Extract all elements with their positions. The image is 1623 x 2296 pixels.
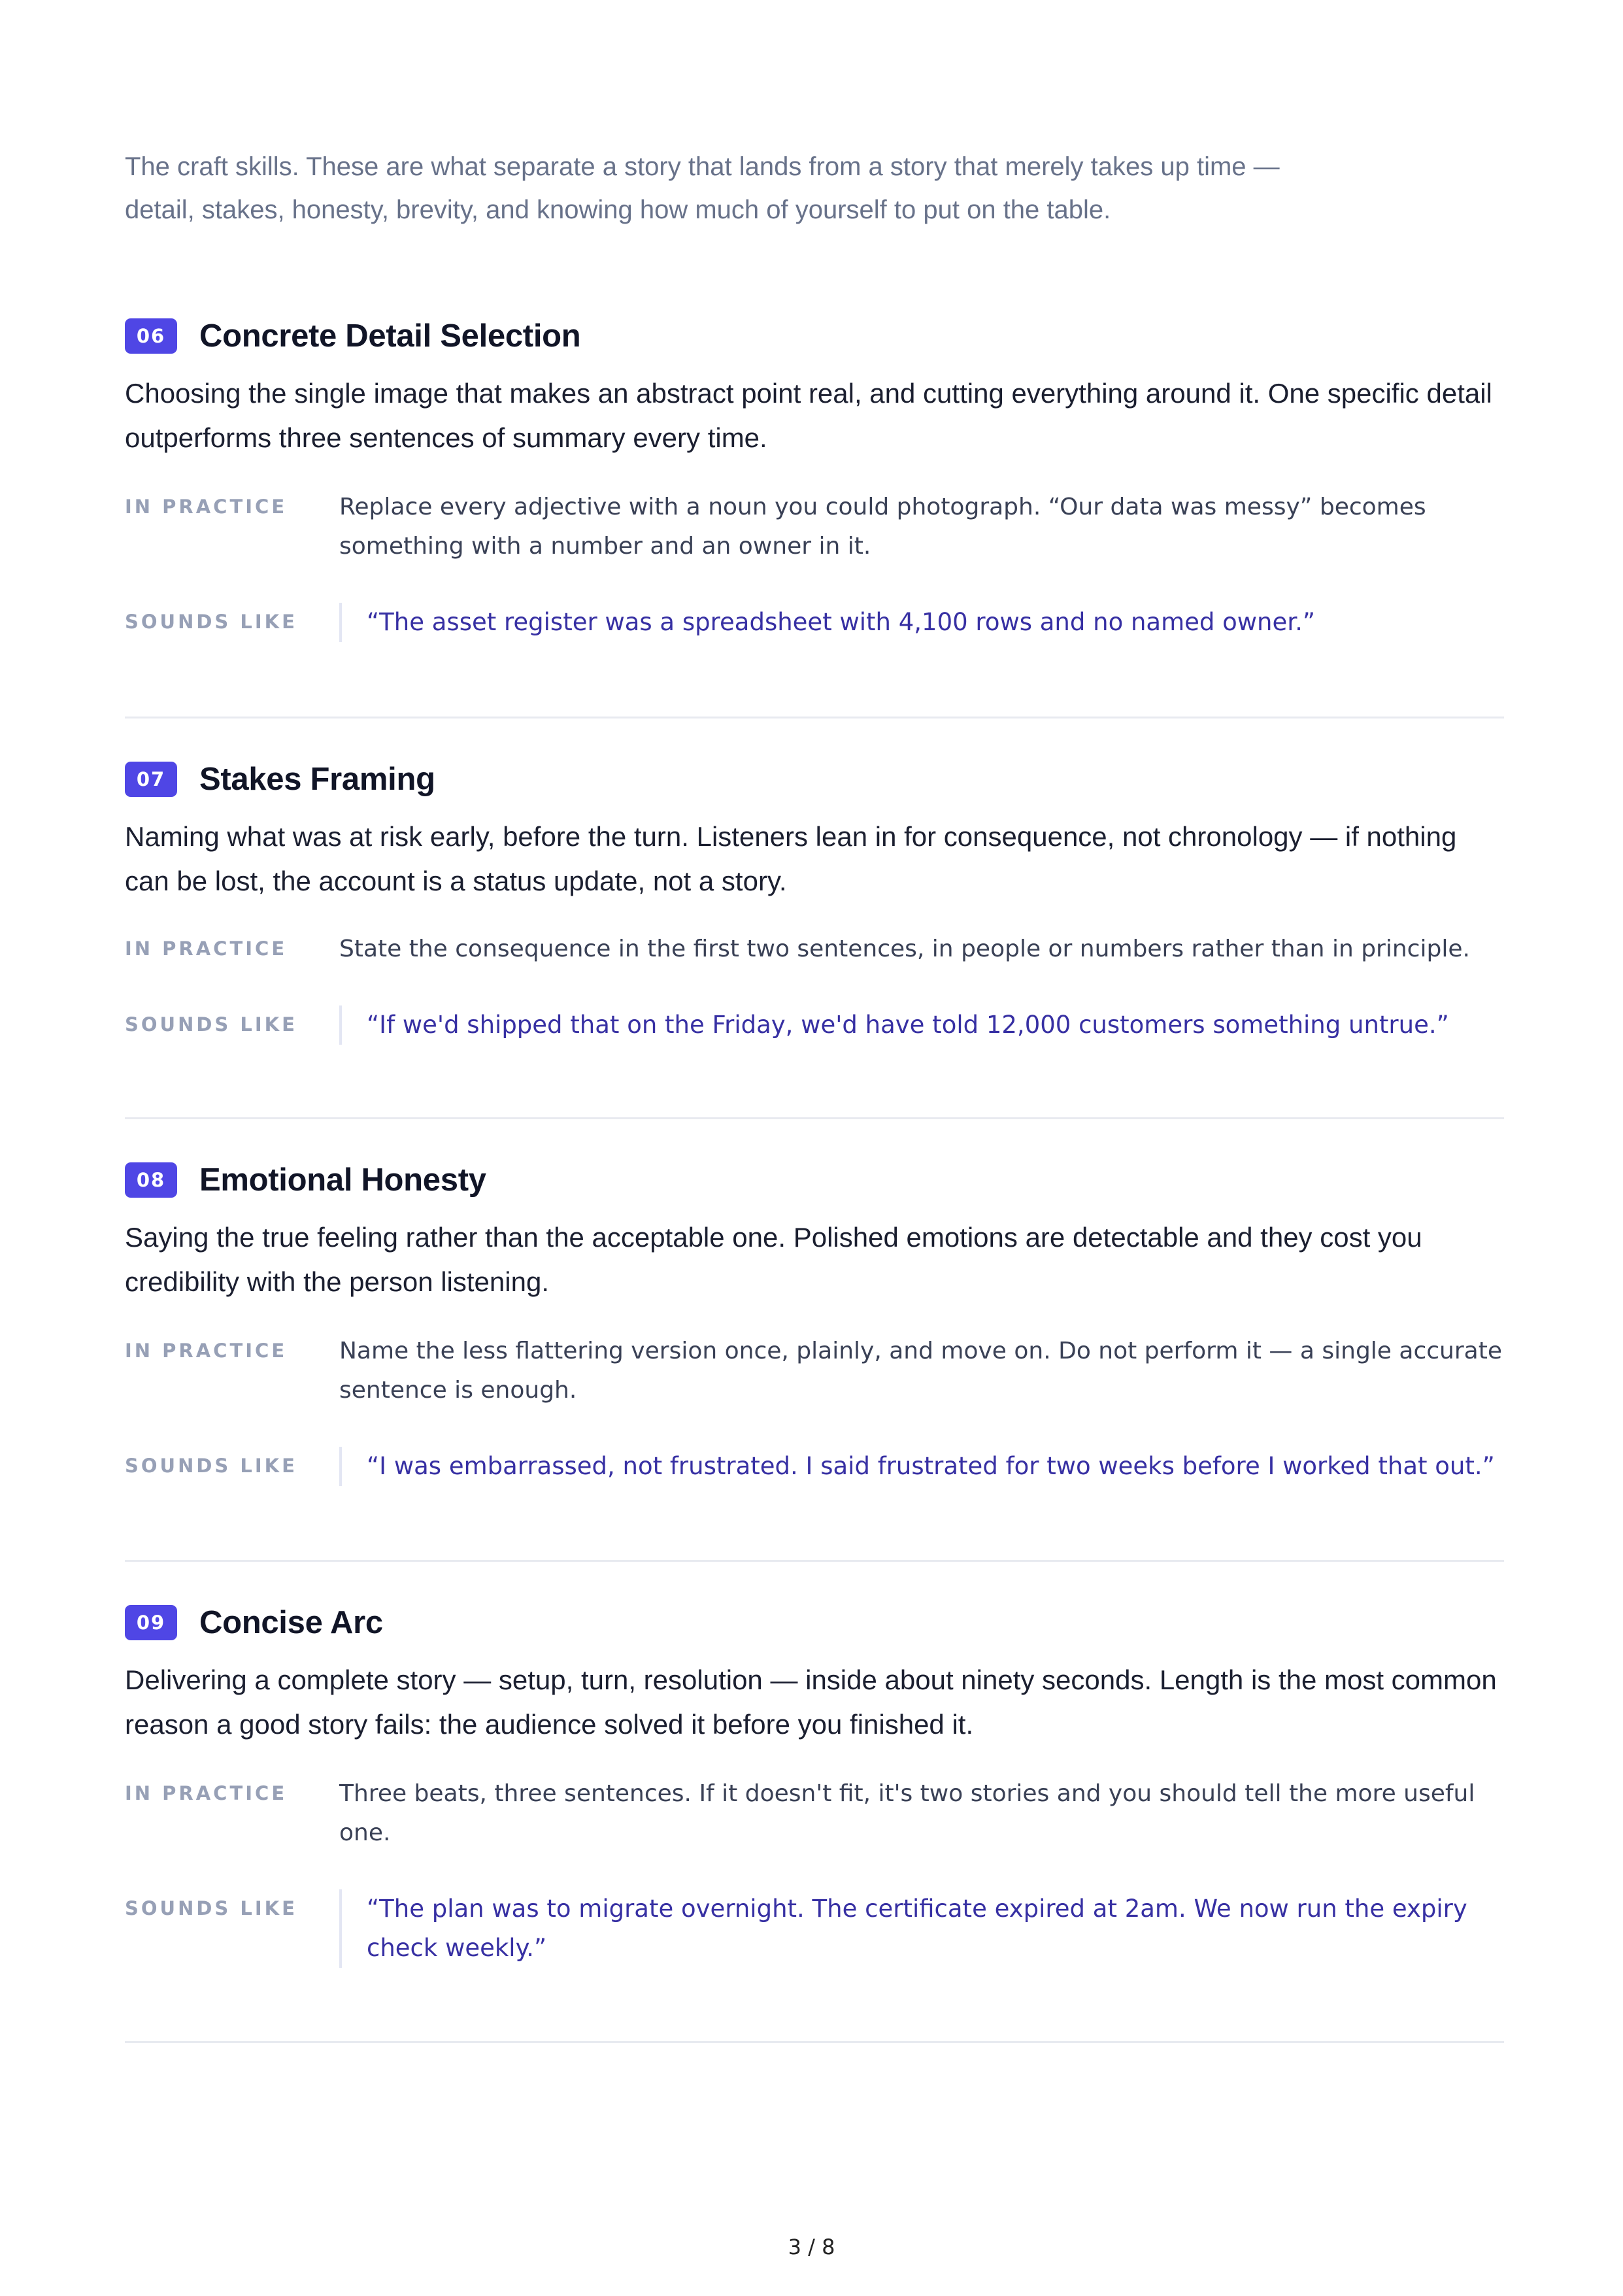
sounds-like-label: SOUNDS LIKE (125, 1455, 297, 1477)
skill-number-badge: 07 (125, 762, 177, 797)
skill-header (125, 1602, 1504, 1644)
skill-header (125, 758, 1504, 800)
in-practice-text: Three beats, three sentences. If it doesn't fit, it's two stories and you should tell the more useful one. (339, 1780, 1475, 1846)
in-practice-text: Name the less flattering version once, plainly, and move on. Do not perform it — a single accurate sentence is enough. (339, 1338, 1502, 1404)
skill-number-badge: 09 (125, 1605, 177, 1640)
page-number: 3 / 8 (788, 2235, 835, 2259)
sounds-like-row (125, 1889, 1504, 1968)
in-practice-row (125, 930, 1504, 969)
skill-number-badge: 06 (125, 318, 177, 354)
sounds-like-quote: “The asset register was a spreadsheet with 4,100 rows and no named owner.” (339, 603, 1504, 642)
skill-section-07 (125, 758, 1504, 1045)
in-practice-row (125, 1332, 1504, 1410)
skill-title: Concise Arc (199, 1605, 383, 1640)
sounds-like-row (125, 1005, 1504, 1045)
skill-header (125, 315, 1504, 357)
sounds-like-row (125, 603, 1504, 642)
section-divider (125, 717, 1504, 718)
in-practice-row (125, 1774, 1504, 1853)
skill-number-badge: 08 (125, 1162, 177, 1198)
skill-description: Choosing the single image that makes an abstract point real, and cutting everything around it. One specific detail outperforms three sentences of summary every time. (125, 378, 1492, 453)
sounds-like-quote: “If we'd shipped that on the Friday, we'd have told 12,000 customers something untrue.” (339, 1005, 1504, 1045)
sounds-like-quote: “The plan was to migrate overnight. The certificate expired at 2am. We now run the expiry check weekly.” (339, 1889, 1504, 1968)
sounds-like-row (125, 1447, 1504, 1486)
section-divider (125, 1560, 1504, 1562)
in-practice-text: State the consequence in the first two sentences, in people or numbers rather than in principle. (339, 936, 1470, 962)
skill-description: Delivering a complete story — setup, turn, resolution — inside about ninety seconds. Length is the most common reason a good story fails: the audience solved it before you finished it. (125, 1664, 1497, 1740)
section-divider (125, 2041, 1504, 2043)
in-practice-text: Replace every adjective with a noun you could photograph. “Our data was messy” becomes something with a number and an owner in it. (339, 494, 1426, 560)
skill-title: Emotional Honesty (199, 1162, 486, 1198)
in-practice-label: IN PRACTICE (125, 496, 288, 518)
intro-paragraph: The craft skills. These are what separate a story that lands from a story that merely takes up time — detail, stakes, honesty, brevity, and knowing how much of yourself to put on the table. (125, 152, 1280, 224)
skill-header (125, 1159, 1504, 1201)
skill-section-09 (125, 1602, 1504, 1968)
in-practice-label: IN PRACTICE (125, 1782, 288, 1804)
sounds-like-label: SOUNDS LIKE (125, 1013, 297, 1036)
sounds-like-quote: “I was embarrassed, not frustrated. I said frustrated for two weeks before I worked that out.” (339, 1447, 1504, 1486)
skill-section-06 (125, 315, 1504, 642)
skill-description: Naming what was at risk early, before the turn. Listeners lean in for consequence, not chronology — if nothing can be lost, the account is a status update, not a story. (125, 821, 1457, 896)
skill-title: Stakes Framing (199, 762, 435, 797)
sounds-like-label: SOUNDS LIKE (125, 1897, 297, 1919)
in-practice-label: IN PRACTICE (125, 937, 288, 960)
in-practice-label: IN PRACTICE (125, 1340, 288, 1362)
sounds-like-label: SOUNDS LIKE (125, 611, 297, 633)
in-practice-row (125, 488, 1504, 566)
section-divider (125, 1117, 1504, 1119)
skill-section-08 (125, 1159, 1504, 1486)
skill-title: Concrete Detail Selection (199, 318, 581, 354)
skill-description: Saying the true feeling rather than the acceptable one. Polished emotions are detectable and they cost you credibility with the person listening. (125, 1222, 1422, 1297)
